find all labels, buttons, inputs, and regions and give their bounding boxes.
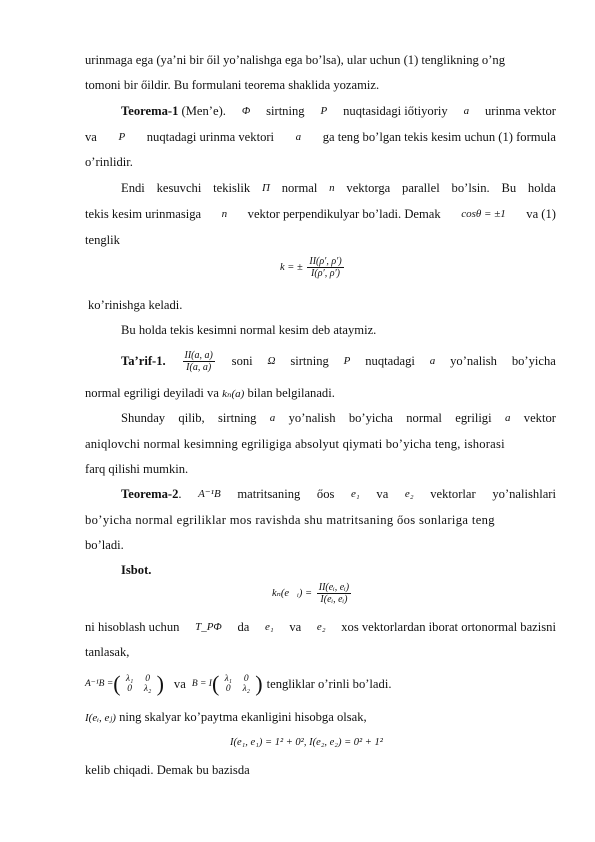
denominator: I(eᵢ, eᵢ)	[320, 594, 348, 605]
text: yo’nalish	[288, 411, 336, 425]
bracket: (	[113, 671, 121, 696]
math-expression: kₙ(a)	[222, 388, 245, 400]
text: nuqtadagi urinma vektori	[146, 130, 275, 144]
matrix-cell: λ₁	[224, 674, 232, 684]
denominator: I(a, a)	[186, 362, 212, 373]
text: őos	[316, 487, 335, 501]
matrix-cell: λ₂	[143, 684, 152, 694]
text-line: kelib chiqadi. Demak bu bazisda	[85, 763, 250, 777]
theorem-1-line	[121, 104, 556, 119]
text-line: farq qilishi mumkin.	[85, 462, 189, 476]
text-line: tomoni bir őildir. Bu formulani teorema shaklida yozamiz.	[85, 78, 380, 92]
matrix-cell: 0	[145, 674, 150, 684]
formula-inner-products: I(e₁, e₁) = 1² + 0², I(e₂, e₂) = 0² + 1²	[230, 737, 383, 748]
text: vektor	[523, 411, 556, 425]
text: urinma vektor	[484, 104, 556, 118]
math-expression: I(eᵢ, eⱼ)	[85, 712, 116, 724]
formula-lhs: kₙ(e⃗ᵢ) =	[272, 587, 313, 599]
math-symbol: e₂	[316, 621, 326, 633]
text-line: bo’ladi.	[85, 538, 124, 552]
text: vektorga	[346, 181, 391, 195]
numerator: II(a, a)	[184, 350, 213, 361]
text-line	[121, 181, 556, 196]
denominator: I(ρ′, ρ′)	[311, 268, 341, 279]
text: Shunday	[121, 411, 166, 425]
text: qilib,	[178, 411, 205, 425]
text: tekislik	[213, 181, 251, 195]
text: sirtning	[266, 104, 305, 118]
text-line: urinmaga ega (ya’ni bir őil yo’nalishga ega bo’lsa), ular uchun (1) tenglikning o’ng	[85, 53, 506, 67]
math-symbol: P	[343, 355, 351, 367]
text-line	[85, 620, 556, 635]
math-symbol: a	[429, 355, 436, 367]
text: yo’nalishlari	[492, 487, 556, 501]
matrix-cell: 0	[127, 684, 132, 694]
text: va	[85, 130, 97, 144]
text: ni hisoblash uchun	[85, 620, 180, 634]
text: (Men’e).	[181, 104, 226, 118]
text-line	[121, 411, 556, 426]
text: kesuvchi	[156, 181, 202, 195]
text-line: ko’rinishga keladi.	[88, 298, 183, 312]
text: normal	[281, 181, 318, 195]
text: va	[376, 487, 389, 501]
fraction	[183, 350, 215, 373]
math-symbol: a	[504, 412, 511, 424]
text-line: Bu holda tekis kesimni normal kesim deb ataymiz.	[121, 323, 377, 337]
matrix-cell: λ₂	[242, 684, 250, 694]
bracket: (	[211, 671, 220, 696]
math-symbol: Ω	[267, 355, 276, 367]
proof-label: Isbot.	[121, 563, 152, 577]
formula-proof	[272, 582, 353, 605]
theorem-2-line	[121, 487, 556, 502]
text-line: aniqlovchi normal kesimning egriligiga absolyut qiymati bo’yicha teng, ishorasi	[85, 437, 505, 451]
text-line	[85, 207, 556, 222]
text: ga teng bo’lgan tekis kesim uchun (1) formula	[322, 130, 556, 144]
theorem-label: Teorema-2	[121, 487, 179, 501]
theorem-label: Teorema-1	[121, 104, 179, 118]
math-expression: cosθ = ±1	[461, 208, 506, 220]
fraction	[307, 256, 343, 279]
text-line	[85, 386, 556, 402]
definition-label: Ta’rif-1.	[121, 354, 166, 368]
text: va	[289, 620, 302, 634]
text: parallel	[402, 181, 440, 195]
text-line	[85, 710, 556, 726]
math-symbol: Π	[261, 182, 270, 194]
math-symbol: n	[221, 208, 228, 220]
text: bo’lsin.	[451, 181, 490, 195]
math-symbol: P	[118, 131, 126, 143]
definition-1-line	[121, 350, 556, 373]
text: bo’yicha	[511, 354, 556, 368]
formula-normal-curvature	[280, 256, 346, 279]
text: holda	[527, 181, 556, 195]
text: vektor perpendikulyar bo’ladi. Demak	[247, 207, 441, 221]
text: .	[178, 487, 182, 501]
text: yo’nalish	[450, 354, 497, 368]
math-expression: A⁻¹B =	[85, 679, 114, 689]
text: va (1)	[526, 207, 556, 221]
text: xos vektorlardan iborat ortonormal bazisni	[341, 620, 556, 634]
text-line: tenglik	[85, 233, 120, 247]
text: bilan belgilanadi.	[247, 386, 335, 400]
math-symbol: n	[329, 182, 335, 194]
text: egriligi	[455, 411, 492, 425]
text: normal egriligi deyiladi va	[85, 386, 219, 400]
math-symbol: a	[295, 131, 302, 143]
matrix-line	[85, 671, 556, 697]
text: tekis kesim urinmasiga	[85, 207, 202, 221]
text: da	[237, 620, 250, 634]
math-symbol: e₂	[404, 488, 414, 500]
matrix-cell: 0	[225, 684, 231, 694]
text: Bu	[501, 181, 517, 195]
math-expression: T_PΦ	[195, 621, 222, 633]
text: sirtning	[290, 354, 329, 368]
numerator: II(ρ′, ρ′)	[309, 256, 342, 267]
text: soni	[231, 354, 253, 368]
matrix	[212, 673, 263, 695]
bracket: )	[156, 671, 164, 696]
math-symbol: a	[463, 105, 470, 117]
text: matritsaning	[237, 487, 301, 501]
math-symbol: e₁	[264, 621, 274, 633]
text: ning skalyar ko’paytma ekanligini hisobga olsak,	[119, 710, 367, 724]
math-expression: B = I	[191, 679, 212, 689]
bracket: )	[255, 671, 263, 696]
matrix	[113, 673, 164, 695]
text: vektorlar	[430, 487, 476, 501]
text: tengliklar o’rinli bo’ladi.	[266, 677, 392, 691]
numerator: II(eᵢ, eᵢ)	[318, 582, 350, 593]
math-symbol: e₁	[351, 488, 360, 500]
text: normal	[406, 411, 442, 425]
math-symbol: a	[269, 412, 276, 424]
text: nuqtasidagi iőtiyoriy	[343, 104, 448, 118]
text: sirtning	[217, 411, 257, 425]
text-line: o’rinlidir.	[85, 155, 133, 169]
math-symbol: Φ	[241, 105, 251, 117]
text-line	[85, 130, 556, 145]
text: va	[173, 677, 186, 691]
matrix-cell: λ₁	[125, 674, 134, 684]
text: Endi	[121, 181, 145, 195]
text: nuqtadagi	[365, 354, 415, 368]
math-expression: A⁻¹B	[198, 488, 221, 500]
formula-lhs: k = ±	[280, 261, 303, 273]
matrix-cell: 0	[243, 674, 249, 684]
fraction	[317, 582, 351, 605]
text: bo’yicha	[348, 411, 393, 425]
math-symbol: P	[320, 105, 328, 117]
text-line: tanlasak,	[85, 645, 130, 659]
text-line: bo’yicha normal egriliklar mos ravishda shu matritsaning őos sonlariga teng	[85, 513, 495, 527]
